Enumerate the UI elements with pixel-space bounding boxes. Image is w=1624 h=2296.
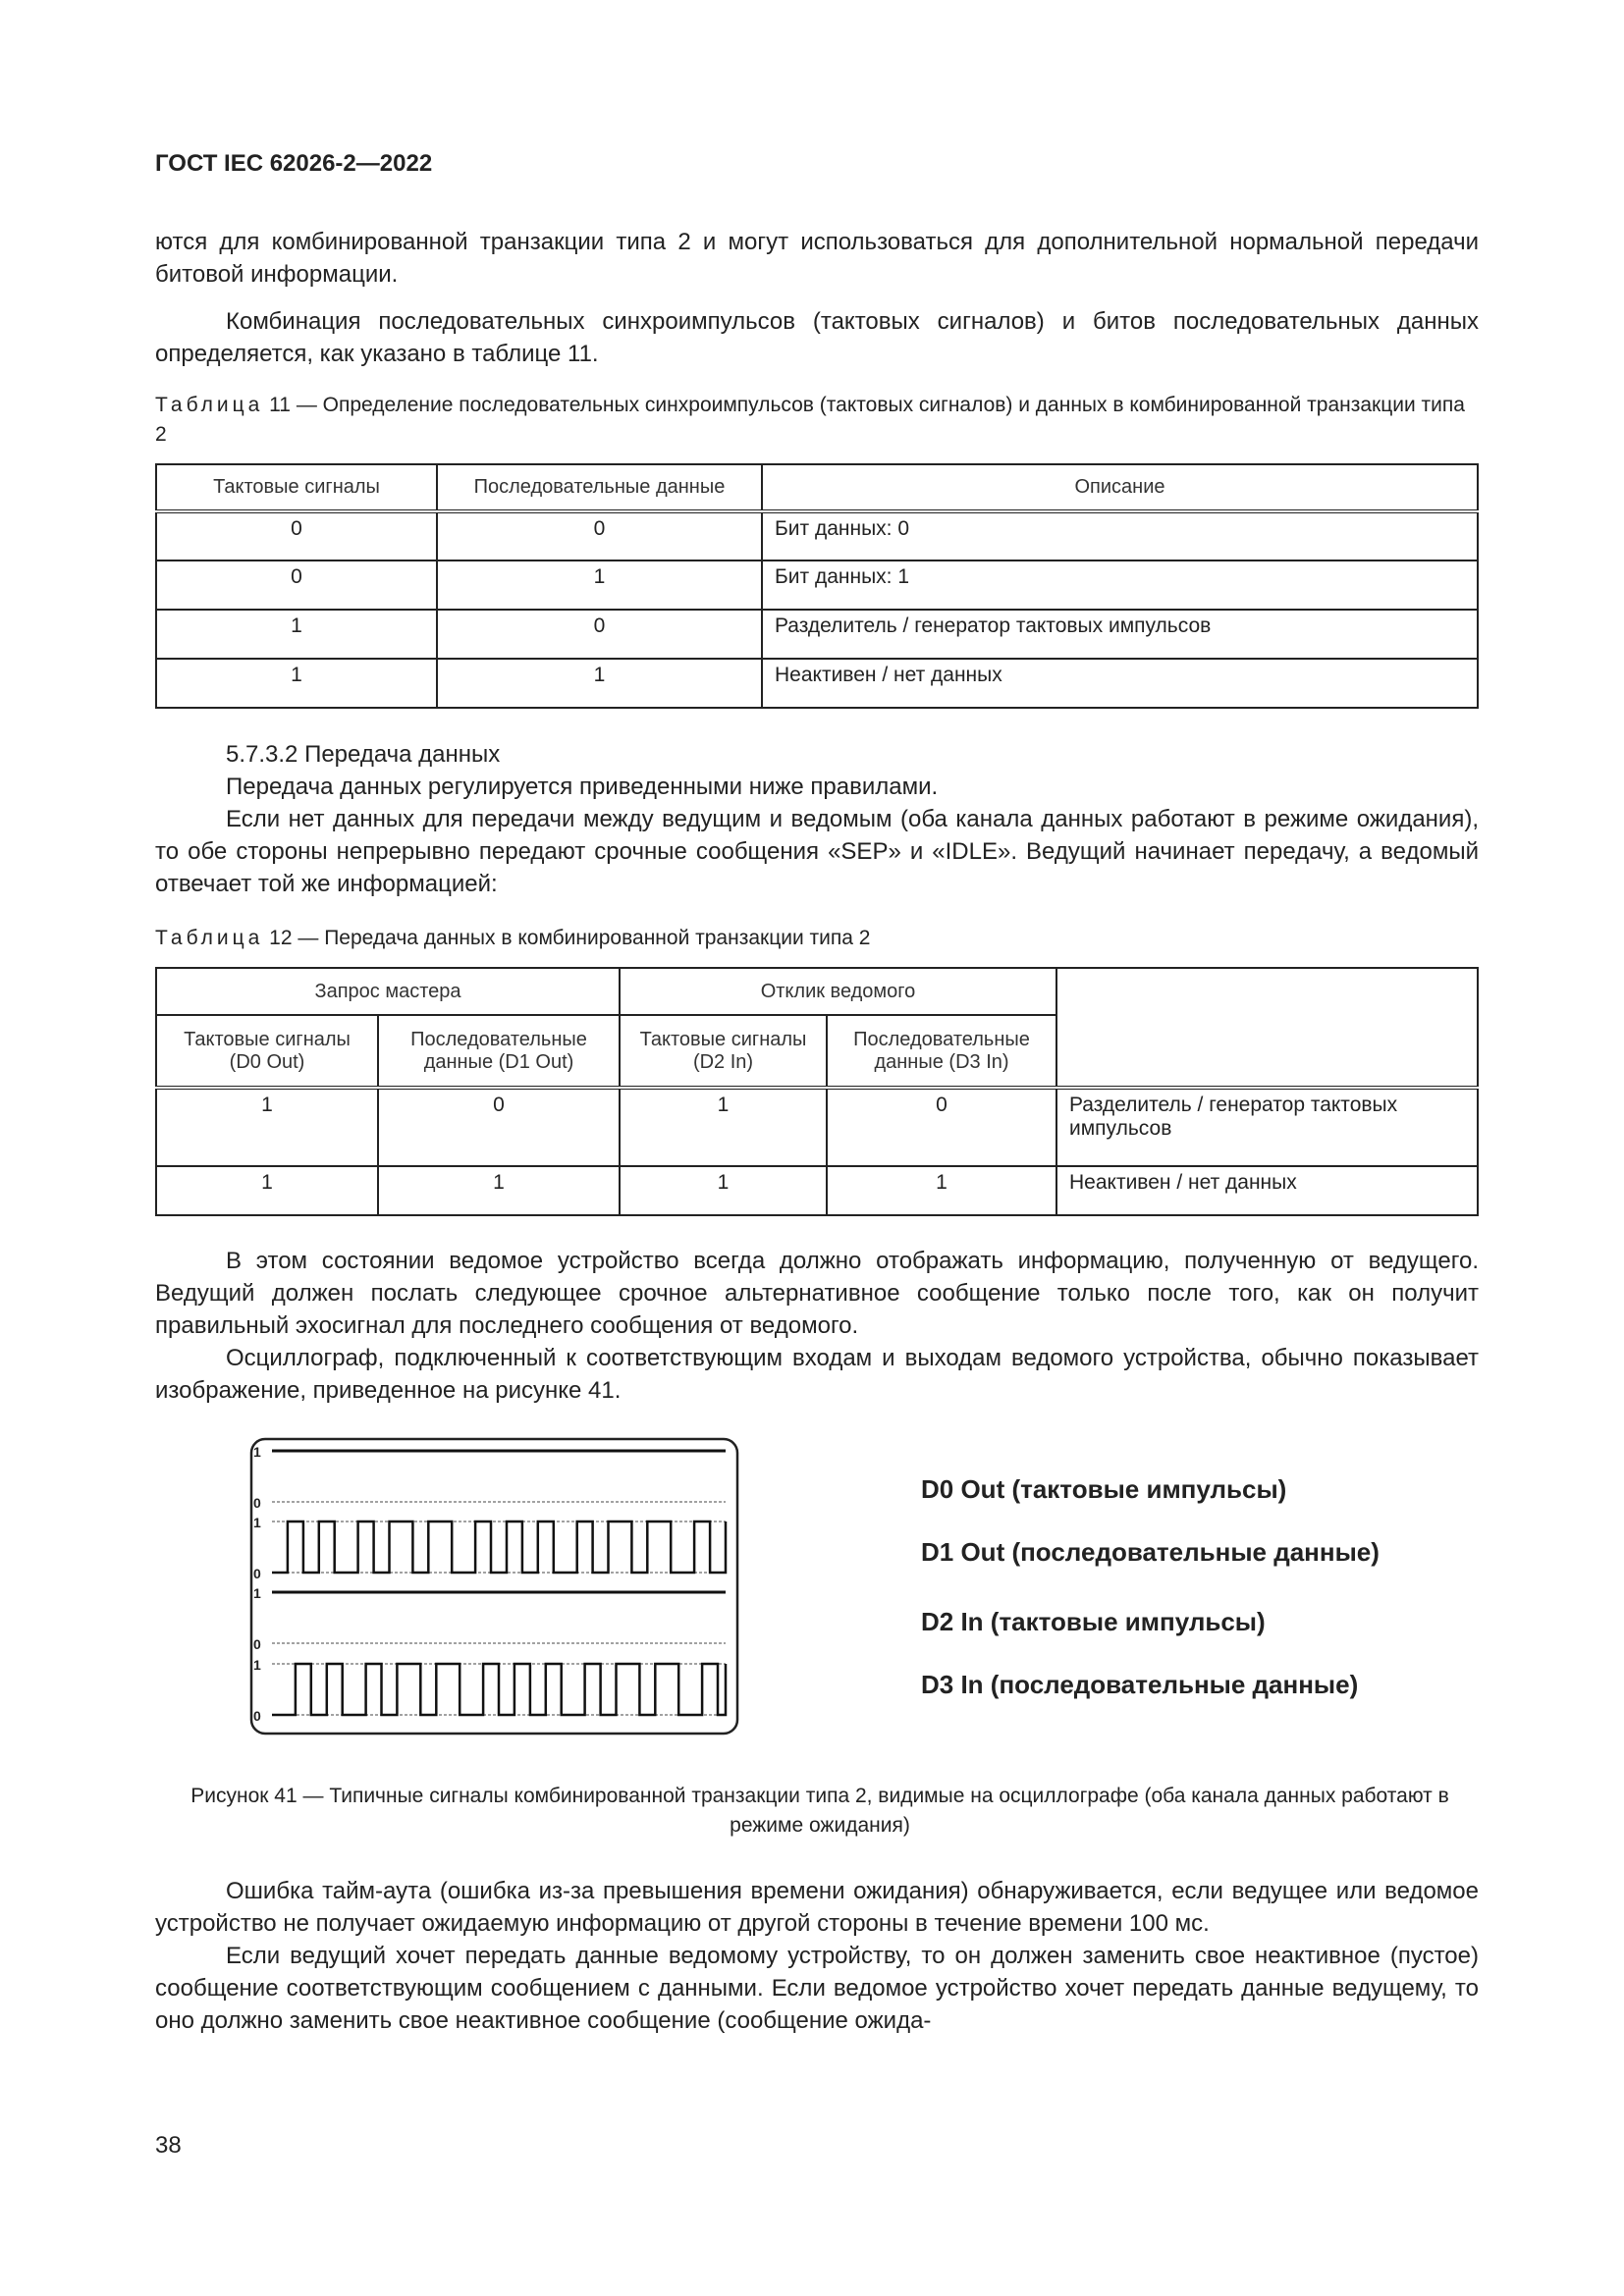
caption-word: Таблица — [155, 394, 264, 416]
caption-text: 12 — Передача данных в комбинированной транзакции типа 2 — [263, 927, 871, 949]
d2-label: D2 In (тактовые импульсы) — [921, 1607, 1266, 1636]
table-12 — [155, 967, 1479, 1216]
cell: 1 — [156, 659, 437, 708]
paragraph: Комбинация последовательных синхроимпульсов (тактовых сигналов) и битов последовательных данных определяется, как указано в таблице 11. — [155, 308, 1479, 367]
paragraph: Ошибка тайм-аута (ошибка из-за превышения времени ожидания) обнаруживается, если ведущее или ведомое устройство не получает ожидаемую информацию от другой стороны в течение времени 100 мс. — [155, 1878, 1479, 1937]
table-11 — [155, 463, 1479, 709]
cell: 0 — [156, 561, 437, 610]
level-low-label: 0 — [253, 1708, 261, 1724]
level-high-label: 1 — [253, 1657, 261, 1673]
cell: 1 — [620, 1088, 827, 1166]
column-header: Тактовые сигналы — [156, 464, 437, 511]
paragraph: Если нет данных для передачи между ведущим и ведомым (оба канала данных работают в режиме ожидания), то обе стороны непрерывно передают срочные сообщения «SEP» и «IDLE». Ведущий начинает передачу, а ведомый отвечает той же информацией: — [155, 806, 1479, 897]
table-row — [156, 1166, 1478, 1215]
scope-frame — [251, 1439, 737, 1734]
cell: 0 — [156, 511, 437, 561]
d3-trace — [272, 1664, 726, 1715]
cell: 0 — [437, 610, 762, 659]
cell: Разделитель / генератор тактовых импульсов — [1056, 1088, 1478, 1166]
paragraph: Передача данных регулируется приведенными ниже правилами. — [226, 774, 939, 800]
table-row — [156, 659, 1478, 708]
group-header: Запрос мастера — [156, 968, 620, 1015]
d1-trace — [272, 1522, 726, 1573]
paragraph: ются для комбинированной транзакции типа 2 и могут использоваться для дополнительной нормальной передачи битовой информации. — [155, 229, 1479, 288]
column-header: Последовательные данные (D3 In) — [827, 1015, 1056, 1088]
cell: 1 — [378, 1166, 620, 1215]
cell: 1 — [156, 1166, 378, 1215]
table-row — [156, 561, 1478, 610]
level-low-label: 0 — [253, 1636, 261, 1652]
cell: 0 — [378, 1088, 620, 1166]
table-row — [156, 511, 1478, 561]
column-header: Последовательные данные — [437, 464, 762, 511]
paragraph: В этом состоянии ведомое устройство всегда должно отображать информацию, полученную от ведущего. Ведущий должен послать следующее срочное альтернативное сообщение только после того, как он получит правильный эхосигнал для последнего сообщения от ведомого. — [155, 1248, 1479, 1339]
caption-text: 11 — Определение последовательных синхроимпульсов (тактовых сигналов) и данных в комбинированной транзакции типа 2 — [155, 394, 1465, 446]
column-header: Описание — [762, 464, 1478, 511]
cell: Бит данных: 1 — [762, 561, 1478, 610]
cell: 1 — [437, 659, 762, 708]
cell: 1 — [156, 1088, 378, 1166]
d0-label: D0 Out (тактовые импульсы) — [921, 1474, 1287, 1504]
document-header: ГОСТ IEC 62026-2—2022 — [155, 150, 433, 177]
table-11-caption — [155, 391, 1479, 450]
cell: Неактивен / нет данных — [762, 659, 1478, 708]
section-heading: 5.7.3.2 Передача данных — [226, 741, 501, 768]
cell: 0 — [827, 1088, 1056, 1166]
level-low-label: 0 — [253, 1566, 261, 1581]
cell: 0 — [437, 511, 762, 561]
d1-label: D1 Out (последовательные данные) — [921, 1537, 1380, 1567]
paragraph: Если ведущий хочет передать данные ведомому устройству, то он должен заменить свое неактивное (пустое) сообщение соответствующим сообщением с данными. Если ведомое устройство хочет передать данные ведущему, то оно должно заменить свое неактивное сообщение (сообщение ожида- — [155, 1943, 1479, 2034]
level-high-label: 1 — [253, 1444, 261, 1460]
cell: Неактивен / нет данных — [1056, 1166, 1478, 1215]
cell: 1 — [437, 561, 762, 610]
page-number: 38 — [155, 2132, 182, 2159]
cell: Разделитель / генератор тактовых импульсов — [762, 610, 1478, 659]
cell: 1 — [620, 1166, 827, 1215]
level-low-label: 0 — [253, 1495, 261, 1511]
level-high-label: 1 — [253, 1515, 261, 1530]
table-12-caption — [155, 924, 1479, 953]
figure-caption: Рисунок 41 — Типичные сигналы комбинированной транзакции типа 2, видимые на осциллографе (оба канала данных работают в режиме ожидания) — [190, 1785, 1449, 1837]
group-header: Отклик ведомого — [620, 968, 1056, 1015]
d3-label: D3 In (последовательные данные) — [921, 1670, 1359, 1699]
cell: Бит данных: 0 — [762, 511, 1478, 561]
level-high-label: 1 — [253, 1585, 261, 1601]
table-row — [156, 1088, 1478, 1166]
column-header: Тактовые сигналы (D2 In) — [620, 1015, 827, 1088]
oscilloscope-figure — [245, 1433, 746, 1747]
cell: 1 — [827, 1166, 1056, 1215]
table-row — [156, 610, 1478, 659]
cell: 1 — [156, 610, 437, 659]
paragraph: Осциллограф, подключенный к соответствующим входам и выходам ведомого устройства, обычно показывает изображение, приведенное на рисунке 41. — [155, 1345, 1479, 1404]
column-header: Последовательные данные (D1 Out) — [378, 1015, 620, 1088]
caption-word: Таблица — [155, 927, 264, 949]
column-header: Тактовые сигналы (D0 Out) — [156, 1015, 378, 1088]
